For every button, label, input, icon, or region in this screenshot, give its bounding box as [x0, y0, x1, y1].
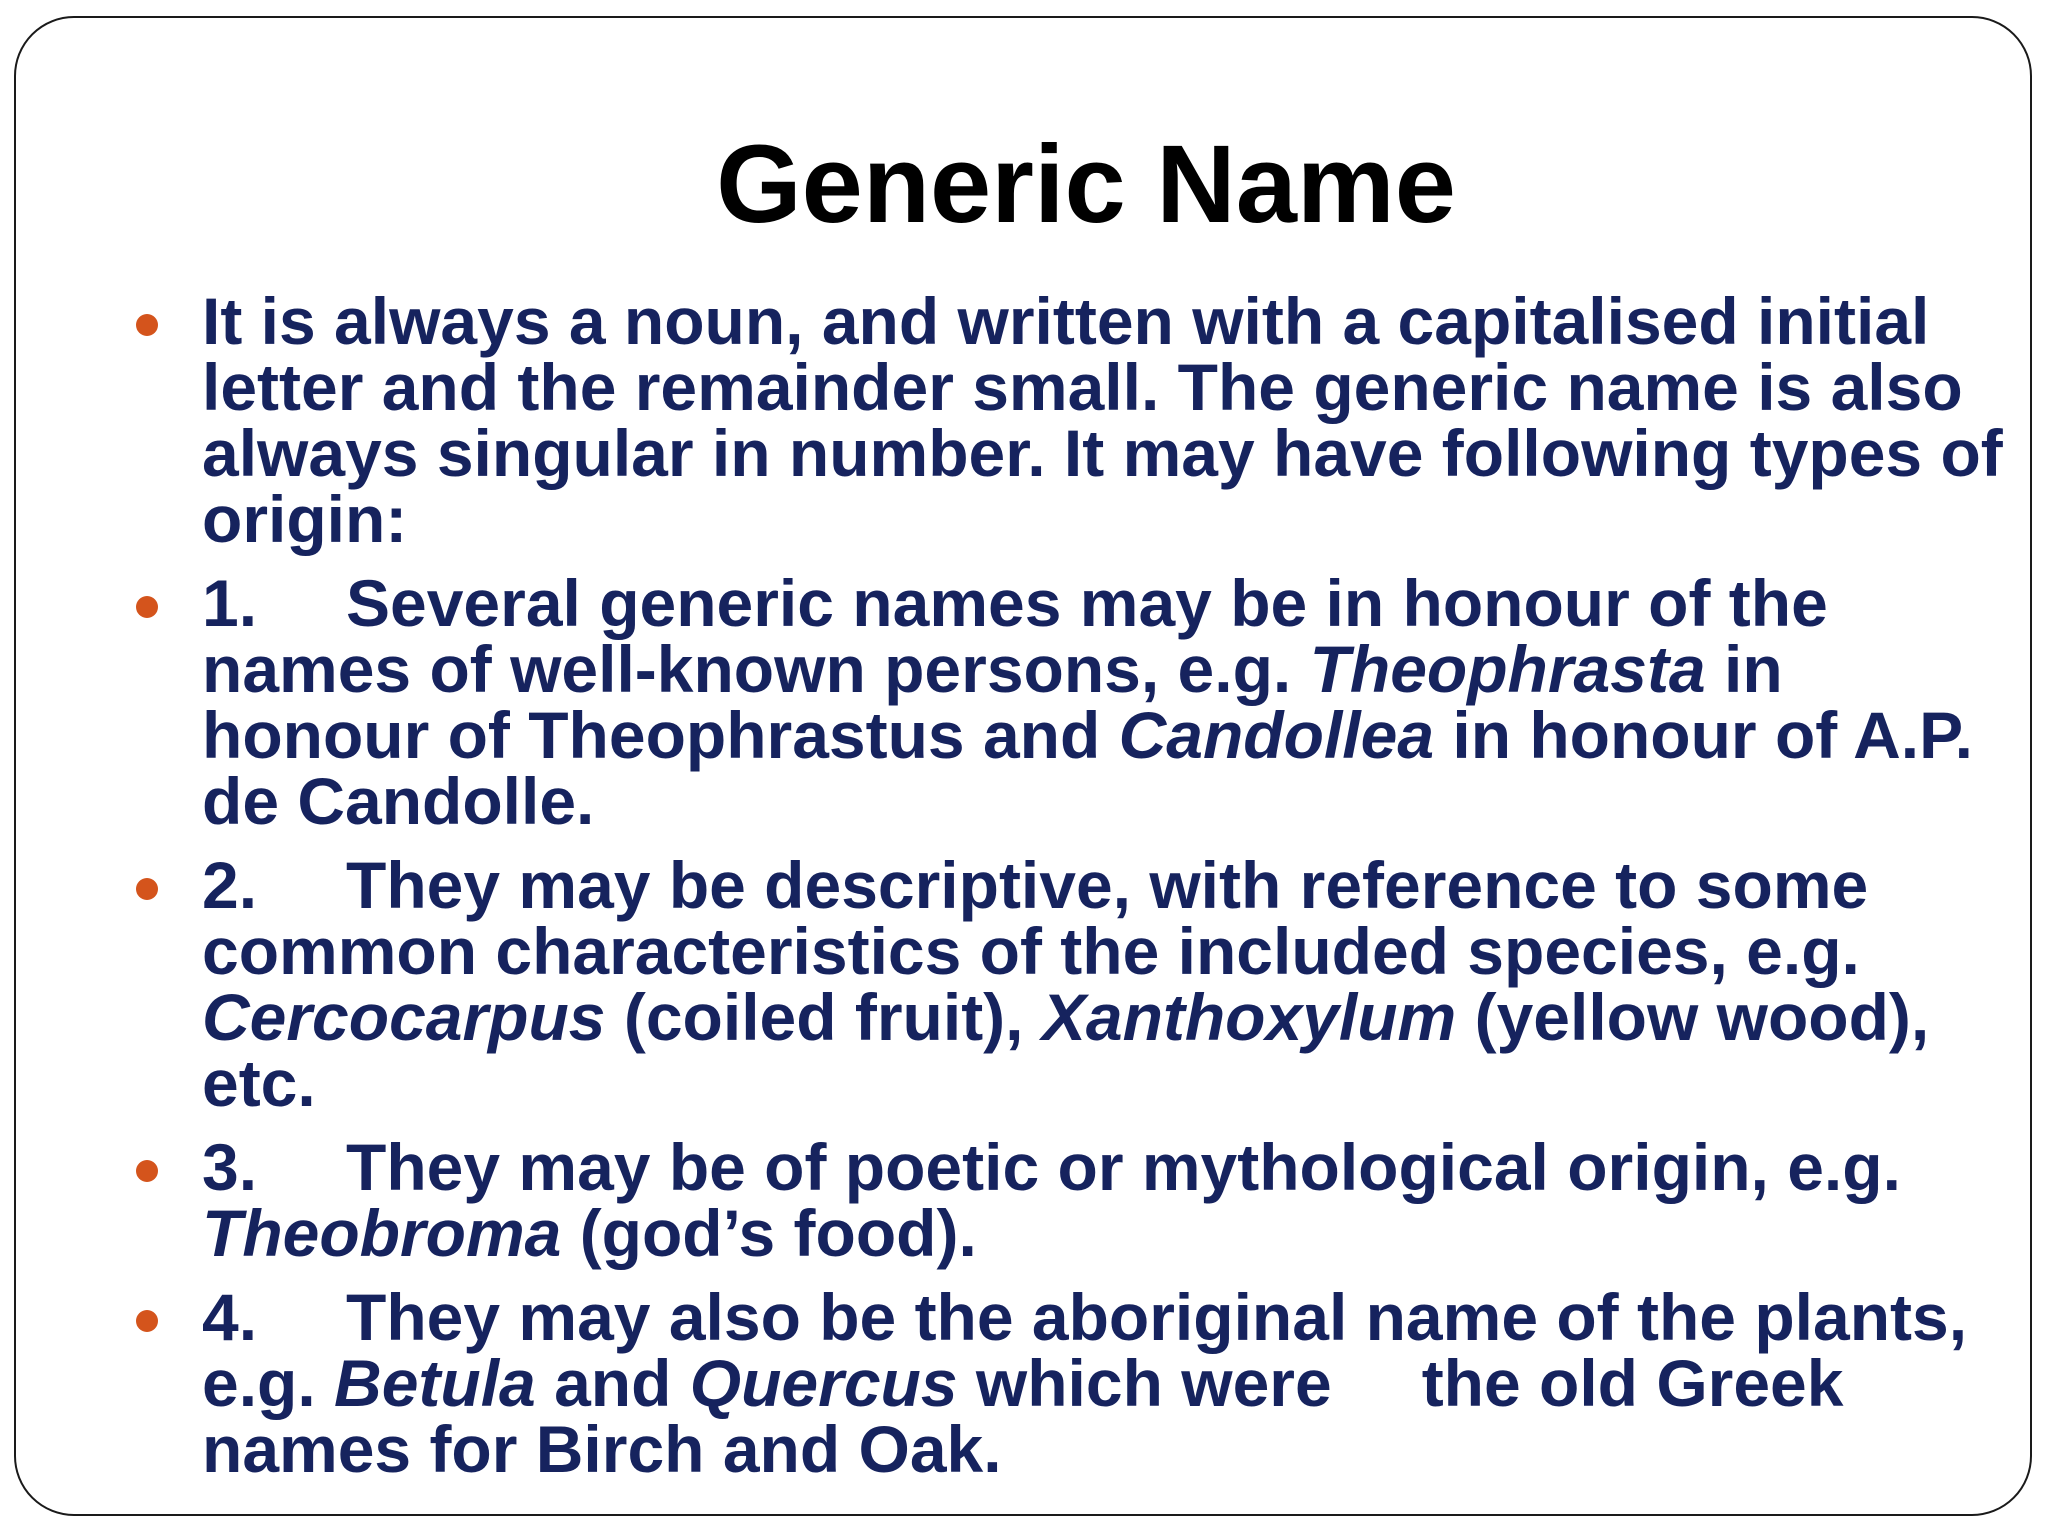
- bullet-text: They may be descriptive, with reference to some common characteristics of the included species, e.g.: [202, 848, 1869, 988]
- bullet-text: the old Greek names for Birch and Oak.: [202, 1346, 1844, 1486]
- bullet-text: in honour of Theophrastus and: [202, 632, 1783, 772]
- bullet-dot-icon: [136, 878, 158, 900]
- bullet-item: [128, 1280, 2008, 1486]
- bullet-dot-icon: [136, 1310, 158, 1332]
- bullet-text: and: [535, 1346, 690, 1420]
- genus-name: Betula: [334, 1346, 536, 1420]
- bullet-list: [128, 284, 2008, 1500]
- bullet-item: [128, 848, 2008, 1120]
- genus-name: Xanthoxylum: [1041, 980, 1457, 1054]
- bullet-item: [128, 1130, 2008, 1270]
- bullet-text: (god’s food).: [561, 1196, 977, 1270]
- bullet-item: [128, 566, 2008, 838]
- bullet-text: in honour of A.P. de Candolle.: [202, 698, 1973, 838]
- slide-title: Generic Name: [716, 123, 1456, 246]
- bullet-text: They may also be the aboriginal name of the plants, e.g.: [202, 1280, 1968, 1420]
- bullet-text: It is always a noun, and written with a capitalised initial letter and the remainder small. The generic name is also always singular in number. It may have following types of origin:: [202, 284, 2003, 556]
- bullet-text: (coiled fruit),: [605, 980, 1042, 1054]
- genus-name: Theobroma: [202, 1196, 562, 1270]
- genus-name: Theophrasta: [1309, 632, 1706, 706]
- bullet-text: which were: [957, 1346, 1332, 1420]
- bullet-text: Several generic names may be in honour of the names of well-known persons, e.g.: [202, 566, 1828, 706]
- bullet-dot-icon: [136, 596, 158, 618]
- bullet-dot-icon: [136, 1160, 158, 1182]
- bullet-number: 3.: [202, 1130, 258, 1204]
- bullet-text: They may be of poetic or mythological origin, e.g.: [346, 1130, 1901, 1204]
- slide: [14, 16, 2032, 1516]
- bullet-dot-icon: [136, 314, 158, 336]
- genus-name: Cercocarpus: [202, 980, 606, 1054]
- genus-name: Quercus: [689, 1346, 958, 1420]
- bullet-number: 2.: [202, 848, 258, 922]
- bullet-item: [128, 284, 2008, 556]
- bullet-number: 4.: [202, 1280, 258, 1354]
- bullet-number: 1.: [202, 566, 258, 640]
- bullet-text: (yellow wood), etc.: [202, 980, 1930, 1120]
- genus-name: Candollea: [1118, 698, 1435, 772]
